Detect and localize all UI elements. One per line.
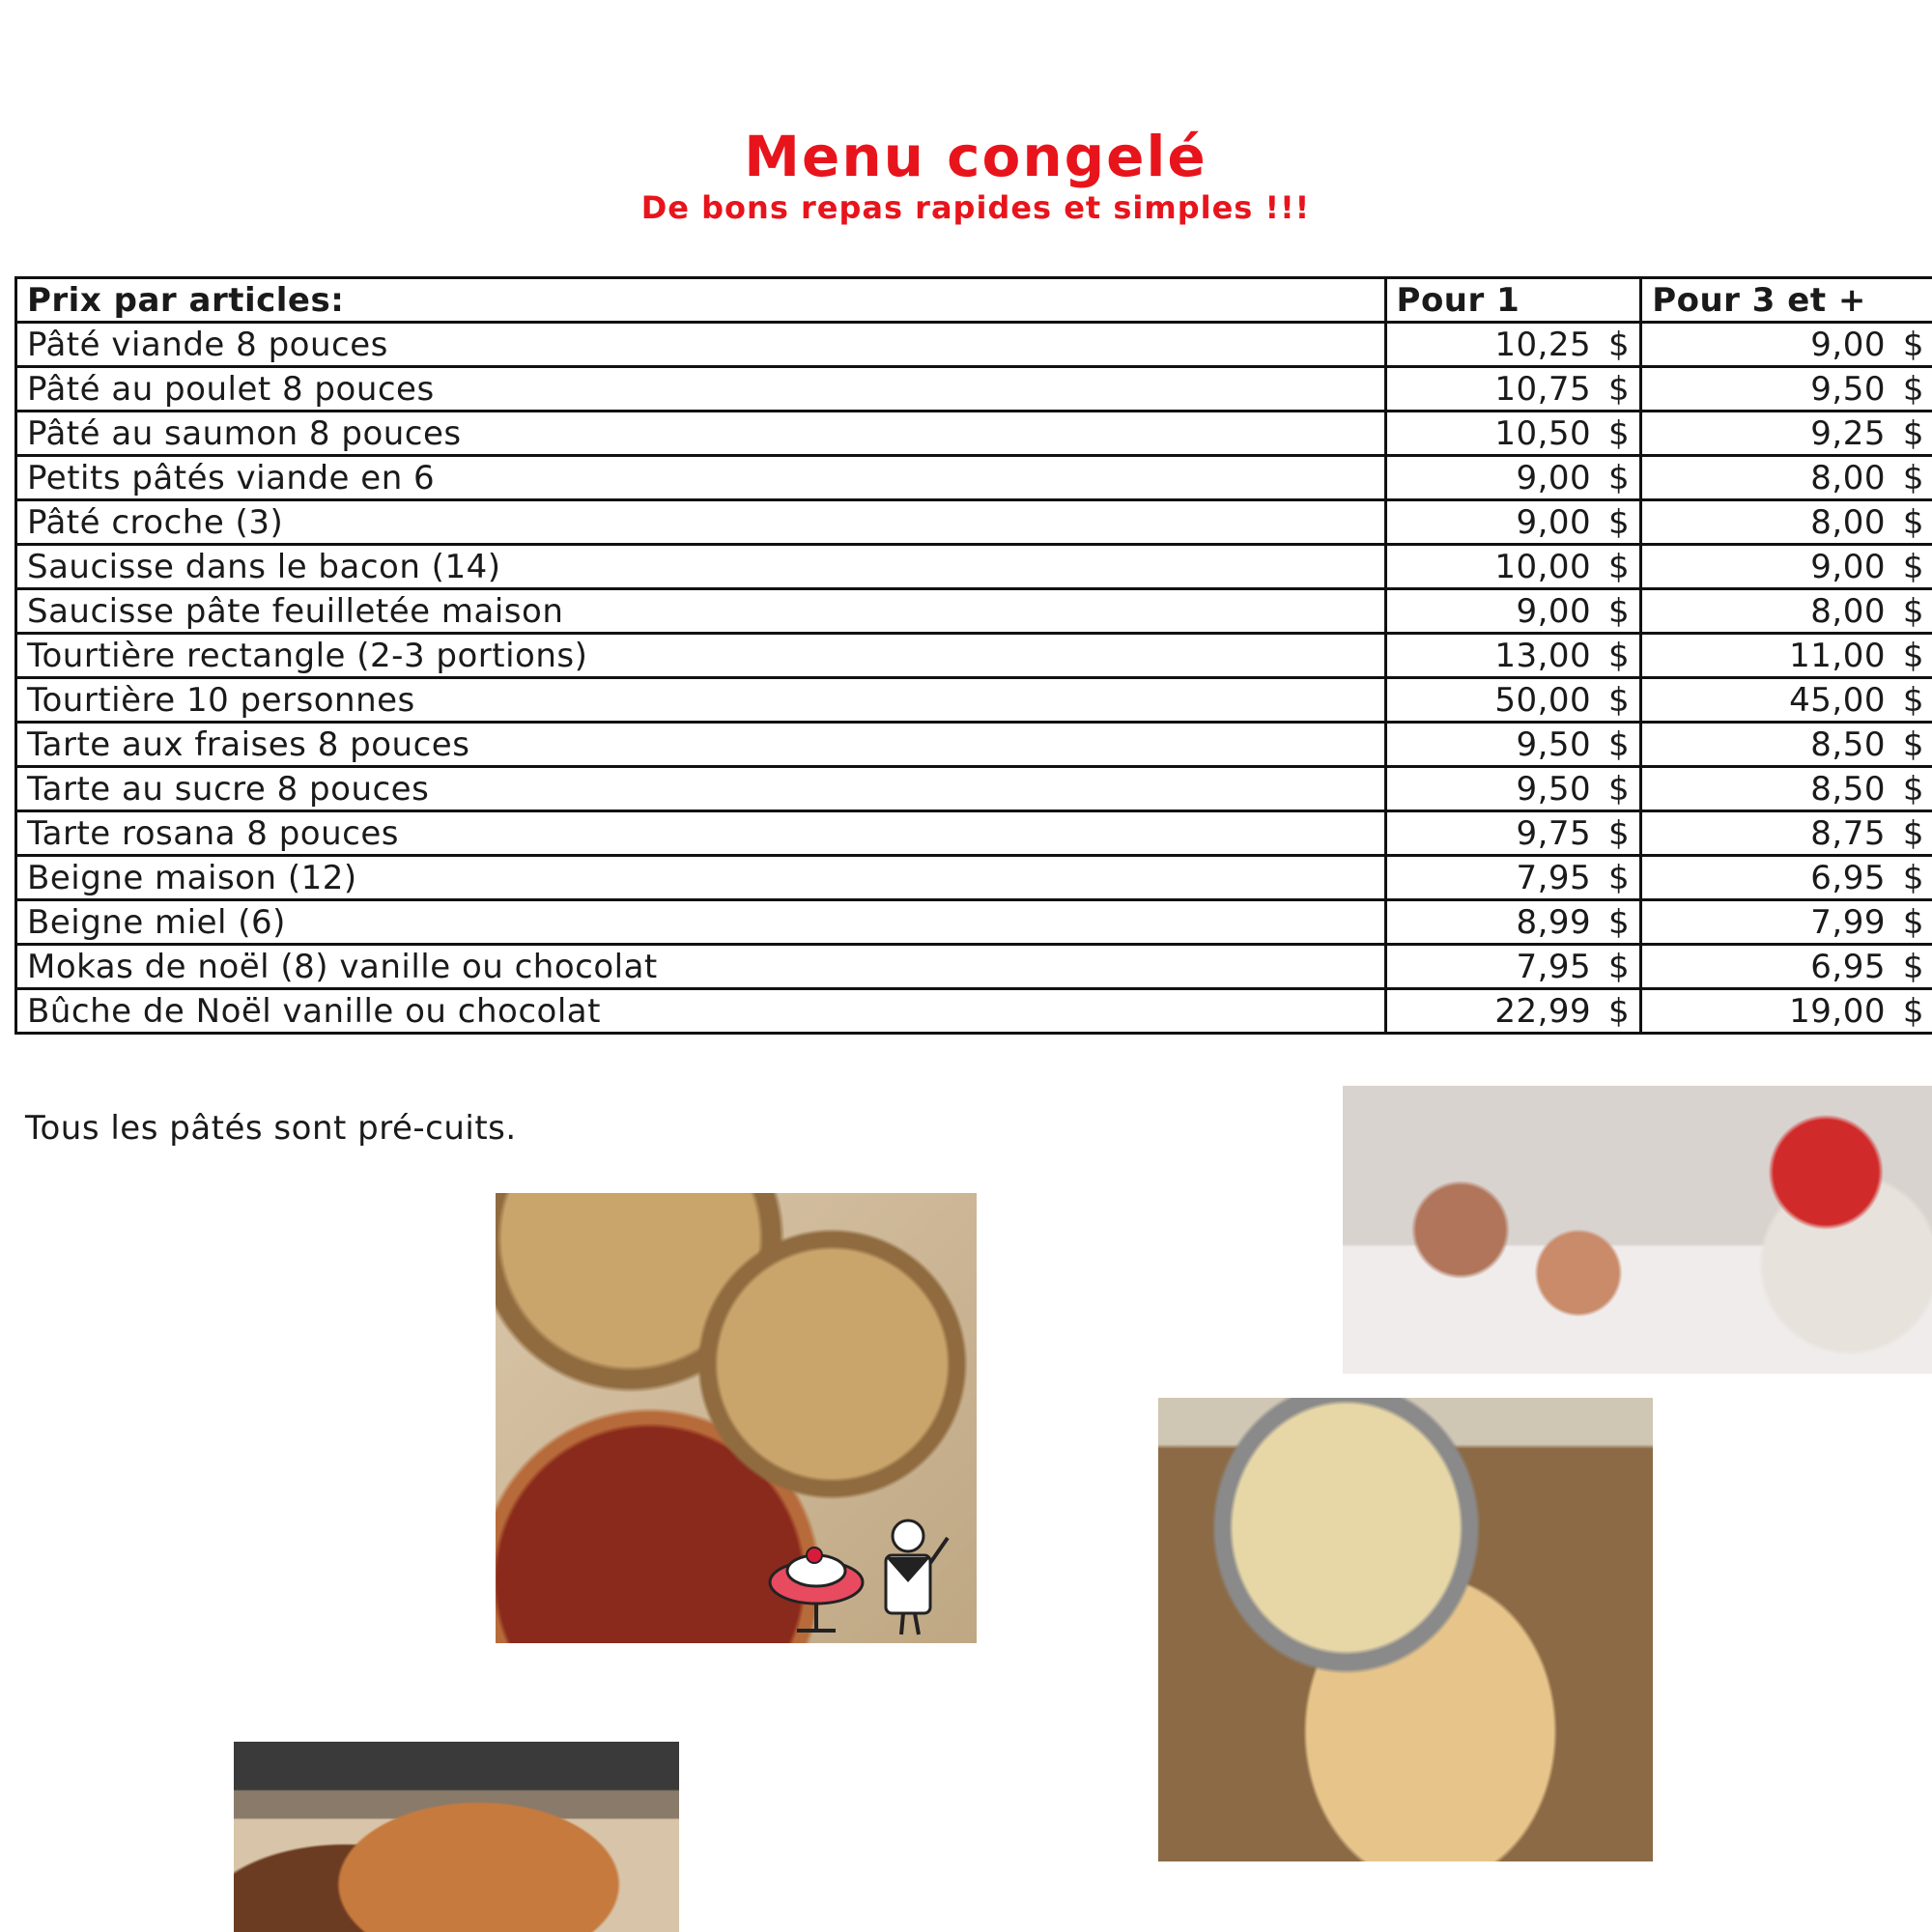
table-row — [16, 811, 1932, 856]
price-for-3-plus — [1641, 811, 1932, 856]
table-row — [16, 723, 1932, 767]
currency-symbol: $ — [1608, 769, 1631, 809]
price-for-1 — [1385, 500, 1641, 545]
currency-symbol: $ — [1608, 502, 1631, 542]
table-row — [16, 856, 1932, 900]
price-for-3-plus — [1641, 412, 1932, 456]
price-for-1 — [1385, 767, 1641, 811]
currency-symbol: $ — [1902, 724, 1924, 764]
currency-symbol: $ — [1902, 591, 1924, 631]
price-value: 7,95 — [1516, 947, 1592, 986]
price-value: 9,50 — [1810, 369, 1886, 409]
price-value: 8,99 — [1516, 902, 1592, 942]
currency-symbol: $ — [1902, 769, 1924, 809]
currency-symbol: $ — [1902, 858, 1924, 897]
price-value: 6,95 — [1810, 947, 1886, 986]
price-value: 8,75 — [1810, 813, 1886, 853]
currency-symbol: $ — [1902, 547, 1924, 586]
price-for-1 — [1385, 323, 1641, 367]
currency-symbol: $ — [1902, 502, 1924, 542]
price-for-1 — [1385, 456, 1641, 500]
currency-symbol: $ — [1608, 902, 1631, 942]
currency-symbol: $ — [1608, 547, 1631, 586]
table-row — [16, 545, 1932, 589]
item-name: Saucisse dans le bacon (14) — [16, 545, 1386, 589]
item-name: Pâté croche (3) — [16, 500, 1386, 545]
currency-symbol: $ — [1902, 458, 1924, 497]
currency-symbol: $ — [1902, 325, 1924, 364]
price-value: 10,25 — [1494, 325, 1592, 364]
item-name: Tourtière rectangle (2-3 portions) — [16, 634, 1386, 678]
price-value: 9,00 — [1516, 502, 1592, 542]
price-for-1 — [1385, 634, 1641, 678]
table-row — [16, 767, 1932, 811]
price-for-3-plus — [1641, 634, 1932, 678]
table-row — [16, 678, 1932, 723]
price-value: 10,75 — [1494, 369, 1592, 409]
item-name: Tarte aux fraises 8 pouces — [16, 723, 1386, 767]
currency-symbol: $ — [1902, 369, 1924, 409]
currency-symbol: $ — [1608, 369, 1631, 409]
price-value: 9,00 — [1810, 547, 1886, 586]
item-name: Tarte rosana 8 pouces — [16, 811, 1386, 856]
table-row — [16, 367, 1932, 412]
table-row — [16, 989, 1932, 1034]
table-row — [16, 589, 1932, 634]
currency-symbol: $ — [1608, 413, 1631, 453]
currency-symbol: $ — [1902, 680, 1924, 720]
page-title: Menu congelé — [744, 124, 1208, 189]
item-name: Mokas de noël (8) vanille ou chocolat — [16, 945, 1386, 989]
table-row — [16, 900, 1932, 945]
price-value: 8,50 — [1810, 769, 1886, 809]
currency-symbol: $ — [1608, 591, 1631, 631]
item-name: Beigne maison (12) — [16, 856, 1386, 900]
item-name: Beigne miel (6) — [16, 900, 1386, 945]
price-value: 6,95 — [1810, 858, 1886, 897]
currency-symbol: $ — [1608, 458, 1631, 497]
price-for-1 — [1385, 678, 1641, 723]
price-for-3-plus — [1641, 323, 1932, 367]
price-for-1 — [1385, 900, 1641, 945]
header-price-3: Pour 3 et + — [1641, 278, 1932, 323]
page-subtitle: De bons repas rapides et simples !!! — [640, 189, 1311, 226]
currency-symbol: $ — [1608, 991, 1631, 1031]
price-value: 10,50 — [1494, 413, 1592, 453]
price-value: 8,00 — [1810, 591, 1886, 631]
price-value: 8,50 — [1810, 724, 1886, 764]
table-row — [16, 323, 1932, 367]
price-value: 8,00 — [1810, 502, 1886, 542]
header-price-1: Pour 1 — [1385, 278, 1641, 323]
price-value: 22,99 — [1494, 991, 1592, 1031]
meat-pie-photo — [1158, 1398, 1653, 1861]
price-value: 8,00 — [1810, 458, 1886, 497]
currency-symbol: $ — [1608, 947, 1631, 986]
price-for-3-plus — [1641, 989, 1932, 1034]
price-value: 11,00 — [1789, 636, 1886, 675]
currency-symbol: $ — [1902, 813, 1924, 853]
price-table — [14, 276, 1932, 1035]
price-value: 9,00 — [1516, 458, 1592, 497]
christmas-gnome-photo — [1343, 1086, 1932, 1374]
price-for-3-plus — [1641, 545, 1932, 589]
waiter-dessert-icon — [758, 1515, 961, 1638]
currency-symbol: $ — [1608, 813, 1631, 853]
price-for-3-plus — [1641, 945, 1932, 989]
currency-symbol: $ — [1902, 636, 1924, 675]
price-value: 9,75 — [1516, 813, 1592, 853]
currency-symbol: $ — [1902, 902, 1924, 942]
price-for-1 — [1385, 723, 1641, 767]
currency-symbol: $ — [1902, 991, 1924, 1031]
price-value: 13,00 — [1494, 636, 1592, 675]
price-value: 19,00 — [1789, 991, 1886, 1031]
item-name: Bûche de Noël vanille ou chocolat — [16, 989, 1386, 1034]
item-name: Tarte au sucre 8 pouces — [16, 767, 1386, 811]
item-name: Saucisse pâte feuilletée maison — [16, 589, 1386, 634]
currency-symbol: $ — [1902, 947, 1924, 986]
price-value: 45,00 — [1789, 680, 1886, 720]
currency-symbol: $ — [1608, 680, 1631, 720]
price-value: 9,25 — [1810, 413, 1886, 453]
price-for-1 — [1385, 367, 1641, 412]
price-for-3-plus — [1641, 456, 1932, 500]
table-header-row — [16, 278, 1932, 323]
table-row — [16, 456, 1932, 500]
currency-symbol: $ — [1608, 858, 1631, 897]
item-name: Pâté au poulet 8 pouces — [16, 367, 1386, 412]
table-row — [16, 945, 1932, 989]
item-name: Pâté au saumon 8 pouces — [16, 412, 1386, 456]
price-for-3-plus — [1641, 678, 1932, 723]
price-value: 7,95 — [1516, 858, 1592, 897]
precooked-note: Tous les pâtés sont pré-cuits. — [25, 1109, 517, 1148]
price-for-1 — [1385, 412, 1641, 456]
currency-symbol: $ — [1608, 724, 1631, 764]
price-for-3-plus — [1641, 500, 1932, 545]
price-for-3-plus — [1641, 767, 1932, 811]
currency-symbol: $ — [1902, 413, 1924, 453]
price-for-1 — [1385, 589, 1641, 634]
header-item: Prix par articles: — [16, 278, 1386, 323]
table-row — [16, 634, 1932, 678]
currency-symbol: $ — [1608, 325, 1631, 364]
item-name: Petits pâtés viande en 6 — [16, 456, 1386, 500]
price-for-3-plus — [1641, 856, 1932, 900]
price-value: 9,50 — [1516, 769, 1592, 809]
price-value: 9,00 — [1810, 325, 1886, 364]
price-for-3-plus — [1641, 589, 1932, 634]
price-for-1 — [1385, 945, 1641, 989]
price-for-3-plus — [1641, 900, 1932, 945]
price-value: 10,00 — [1494, 547, 1592, 586]
price-for-3-plus — [1641, 723, 1932, 767]
price-value: 9,00 — [1516, 591, 1592, 631]
price-for-1 — [1385, 545, 1641, 589]
price-value: 7,99 — [1810, 902, 1886, 942]
table-row — [16, 500, 1932, 545]
price-value: 50,00 — [1494, 680, 1592, 720]
price-value: 9,50 — [1516, 724, 1592, 764]
item-name: Tourtière 10 personnes — [16, 678, 1386, 723]
currency-symbol: $ — [1608, 636, 1631, 675]
item-name: Pâté viande 8 pouces — [16, 323, 1386, 367]
price-for-1 — [1385, 856, 1641, 900]
table-row — [16, 412, 1932, 456]
bakery-bread-photo — [234, 1742, 679, 1932]
price-for-3-plus — [1641, 367, 1932, 412]
price-for-1 — [1385, 811, 1641, 856]
price-for-1 — [1385, 989, 1641, 1034]
